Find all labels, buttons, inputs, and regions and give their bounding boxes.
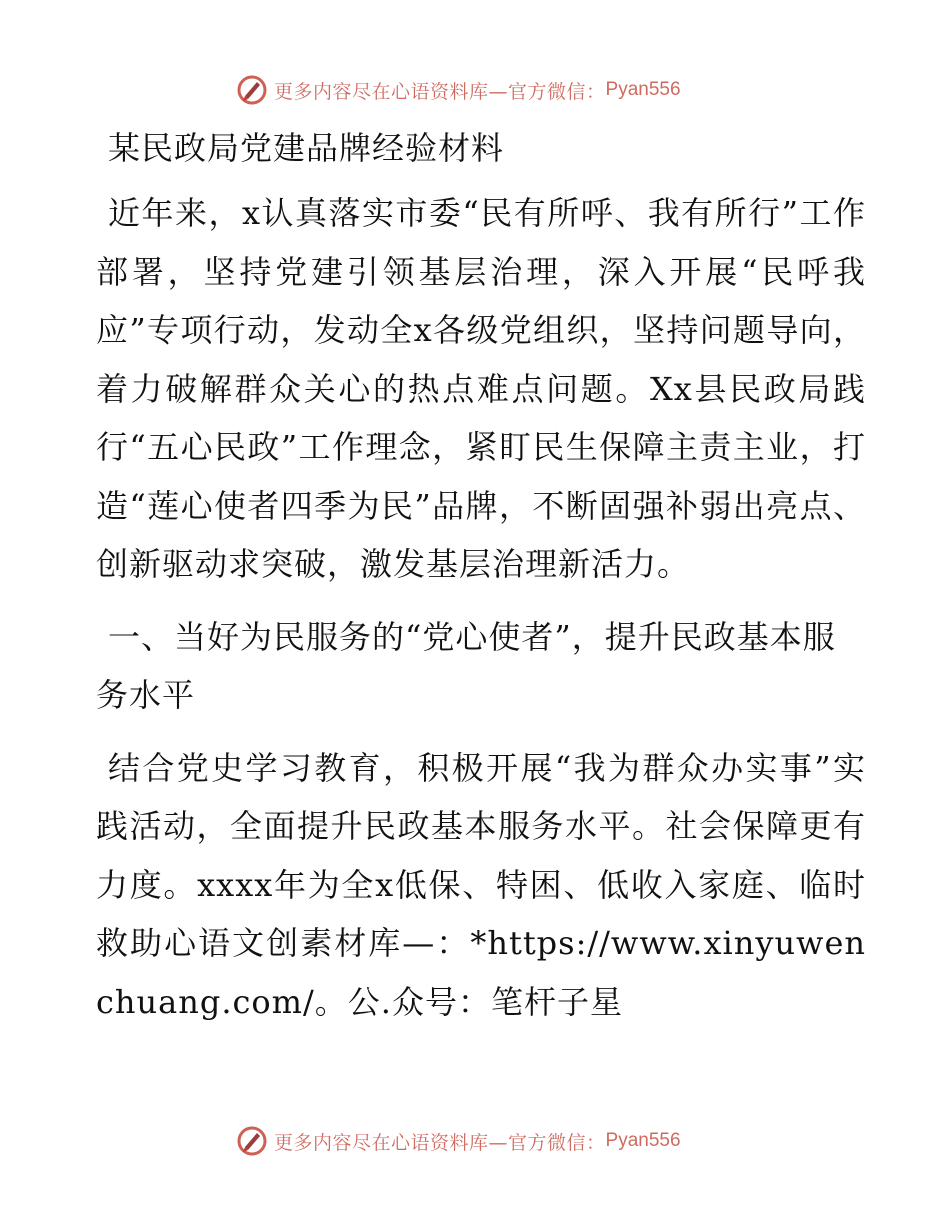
- section-heading-1: 一、当好为民服务的“党心使者”，提升民政基本服务水平: [96, 617, 836, 714]
- document-title: 某民政局党建品牌经验材料: [108, 129, 505, 167]
- paragraph-intro: 近年来，x认真落实市委“民有所呼、我有所行”工作部署，坚持党建引领基层治理，深入开展“民呼我应”专项行动，发动全x各级党组织，坚持问题导向，着力破解群众关心的热点难点问题。Xx县民政局践行“五心民政”工作理念，紧盯民生保障主责主业，打造“莲心使者四季为民”品牌，不断固强补弱出亮点、创新驱动求突破，激发基层治理新活力。: [96, 194, 866, 583]
- watermark-wechat-id: Pyan556: [605, 1130, 681, 1151]
- brand-logo-icon: [236, 74, 268, 106]
- document-body: [96, 120, 866, 1045]
- watermark-text: 更多内容尽在心语资料库—官方微信：: [274, 80, 606, 103]
- paragraph-section-1: 结合党史学习教育，积极开展“我为群众办实事”实践活动，全面提升民政基本服务水平。社会保障更有力度。xxxx年为全x低保、特困、低收入家庭、临时救助心语文创素材库—：*https://www.xinyuwenchuang.com/。公.众号：笔杆子星: [96, 748, 866, 1021]
- watermark-header: [236, 73, 681, 107]
- watermark-wechat-id: Pyan556: [605, 79, 681, 100]
- watermark-text: 更多内容尽在心语资料库—官方微信：: [274, 1131, 606, 1154]
- brand-logo-icon: [236, 1125, 268, 1157]
- watermark-footer: [236, 1124, 681, 1158]
